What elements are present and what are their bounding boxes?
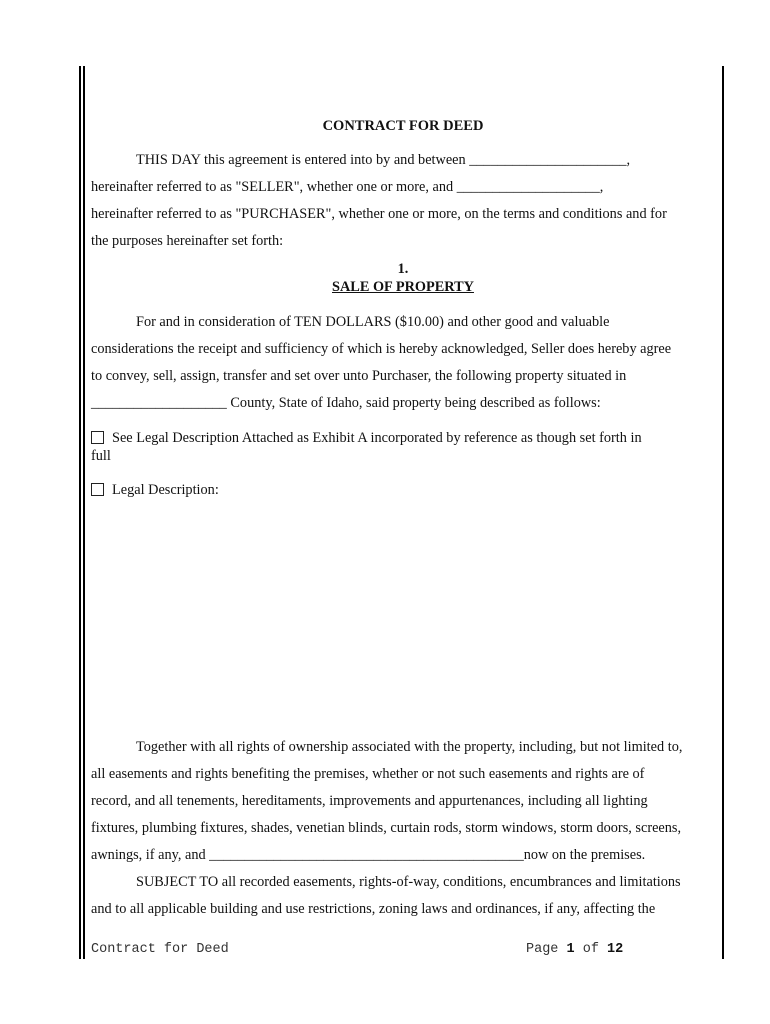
subject-to-line-1: SUBJECT TO all recorded easements, rights-of-way, conditions, encumbrances and limitations xyxy=(136,874,681,890)
footer-page-total: 12 xyxy=(607,942,624,957)
ownership-line-1: Together with all rights of ownership associated with the property, including, but not limited to, xyxy=(136,739,683,755)
left-margin-rule-inner xyxy=(83,66,85,959)
footer-document-name: Contract for Deed xyxy=(91,942,229,957)
intro-paragraph xyxy=(91,147,717,255)
subject-to-line-2: and to all applicable building and use restrictions, zoning laws and ordinances, if any, affecting the xyxy=(91,901,656,917)
document-title: CONTRACT FOR DEED xyxy=(322,118,484,134)
footer-of-word: of xyxy=(582,942,599,957)
exhibit-option-line-2: full xyxy=(91,448,111,464)
legal-description-checkbox[interactable] xyxy=(91,483,104,496)
section-title: SALE OF PROPERTY xyxy=(332,279,474,295)
consideration-line-1: For and in consideration of TEN DOLLARS ($10.00) and other good and valuable xyxy=(136,314,610,330)
footer-page-word: Page xyxy=(526,942,559,957)
intro-line-2: hereinafter referred to as "SELLER", whether one or more, and ____________________, xyxy=(91,179,604,195)
right-margin-rule xyxy=(722,66,724,959)
exhibit-option xyxy=(91,429,717,465)
intro-line-1: THIS DAY this agreement is entered into by and between ______________________, xyxy=(136,152,631,168)
ownership-line-4: fixtures, plumbing fixtures, shades, venetian blinds, curtain rods, storm windows, storm doors, screens, xyxy=(91,820,682,836)
section-number: 1. xyxy=(397,261,409,277)
exhibit-option-line-1: See Legal Description Attached as Exhibit A incorporated by reference as though set forth in xyxy=(112,430,642,446)
legal-description-label: Legal Description: xyxy=(112,482,219,498)
ownership-line-3: record, and all tenements, hereditaments, improvements and appurtenances, including all lighting xyxy=(91,793,648,809)
left-margin-rule xyxy=(79,66,81,959)
exhibit-checkbox[interactable] xyxy=(91,431,104,444)
ownership-paragraph xyxy=(91,734,717,923)
consideration-line-2: considerations the receipt and sufficiency of which is hereby acknowledged, Seller does hereby agree xyxy=(91,341,672,357)
consideration-paragraph xyxy=(91,309,717,417)
intro-line-4: the purposes hereinafter set forth: xyxy=(91,233,284,249)
footer-page-number: 1 xyxy=(566,942,575,957)
ownership-line-5: awnings, if any, and ____________________________________________now on the premises. xyxy=(91,847,646,863)
ownership-line-2: all easements and rights benefiting the premises, whether or not such easements and rights are of xyxy=(91,766,645,782)
intro-line-3: hereinafter referred to as "PURCHASER", whether one or more, on the terms and conditions and for xyxy=(91,206,667,222)
consideration-line-3: to convey, sell, assign, transfer and set over unto Purchaser, the following property situated in xyxy=(91,368,627,384)
footer-page-indicator xyxy=(526,942,623,957)
consideration-line-4: ___________________ County, State of Idaho, said property being described as follows: xyxy=(91,395,601,411)
legal-description-option xyxy=(91,481,717,499)
